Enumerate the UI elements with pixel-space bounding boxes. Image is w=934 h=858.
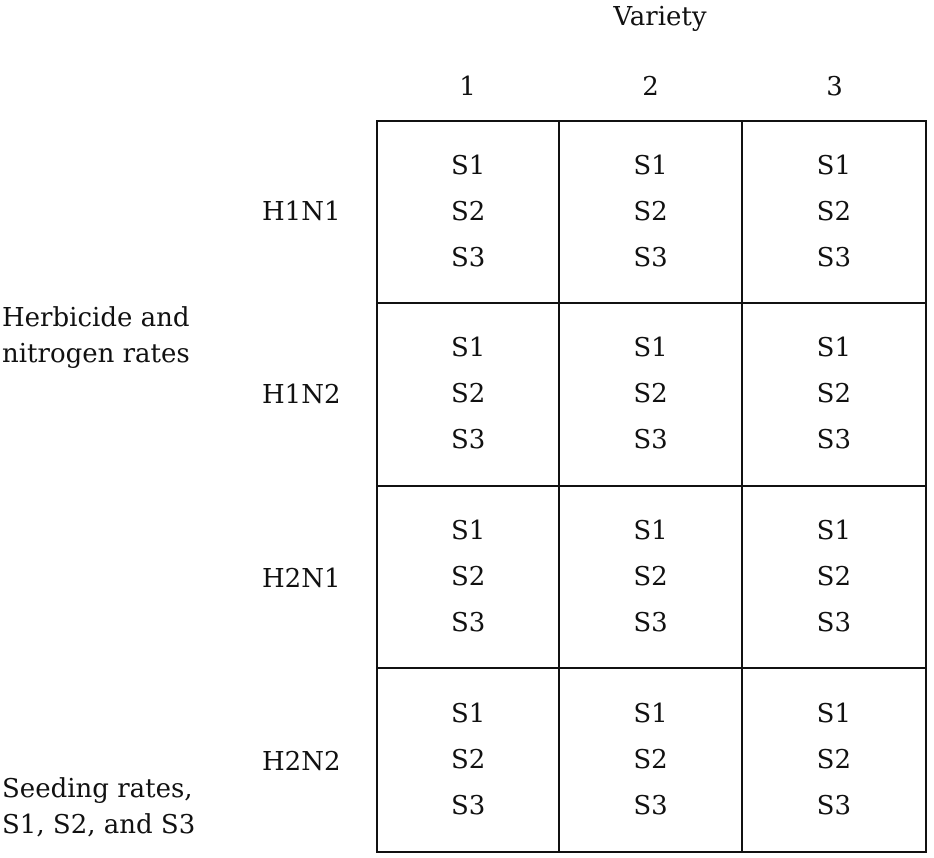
- seeding-rate-item: S1: [450, 333, 486, 364]
- grid-cell: [378, 669, 560, 851]
- seeding-rate-item: S3: [816, 790, 851, 821]
- grid-cell: [743, 304, 925, 486]
- seeding-rate-item: S2: [633, 379, 668, 410]
- design-grid: [376, 120, 927, 853]
- seeding-rate-item: S2: [816, 561, 851, 592]
- seeding-rate-item: S3: [450, 607, 486, 638]
- herbicide-nitrogen-label: [2, 300, 190, 372]
- seeding-rate-item: S3: [816, 607, 851, 638]
- variety-title: Variety: [613, 2, 707, 32]
- herbicide-label-line2: nitrogen rates: [2, 339, 190, 369]
- seeding-rate-item: S1: [816, 698, 851, 729]
- seeding-rate-item: S2: [633, 561, 668, 592]
- seeding-rate-item: S3: [450, 425, 486, 456]
- grid-cell: [378, 304, 560, 486]
- seeding-rate-item: S3: [450, 790, 486, 821]
- grid-cell: [560, 122, 742, 304]
- column-header-1: 1: [459, 72, 476, 102]
- seeding-rate-item: S1: [633, 333, 668, 364]
- grid-cell: [378, 122, 560, 304]
- grid-cell: [560, 304, 742, 486]
- seeding-label-line1: Seeding rates,: [2, 774, 193, 804]
- seeding-rate-item: S1: [633, 515, 668, 546]
- row-header-h1n2: H1N2: [262, 380, 341, 410]
- seeding-rate-item: S2: [450, 197, 486, 228]
- seeding-rate-item: S1: [816, 515, 851, 546]
- seeding-rate-item: S2: [816, 197, 851, 228]
- seeding-rate-item: S3: [633, 607, 668, 638]
- seeding-rate-item: S3: [633, 243, 668, 274]
- seeding-rate-item: S1: [633, 698, 668, 729]
- column-header-2: 2: [642, 72, 659, 102]
- herbicide-label-line1: Herbicide and: [2, 303, 190, 333]
- seeding-rate-item: S2: [816, 744, 851, 775]
- row-header-h2n2: H2N2: [262, 747, 341, 777]
- seeding-rates-label: [2, 771, 195, 843]
- seeding-rate-item: S2: [816, 379, 851, 410]
- seeding-rate-item: S2: [633, 744, 668, 775]
- column-header-3: 3: [826, 72, 843, 102]
- seeding-rate-item: S1: [816, 333, 851, 364]
- seeding-rate-item: S1: [450, 151, 486, 182]
- seeding-rate-item: S3: [816, 425, 851, 456]
- grid-cell: [743, 487, 925, 669]
- seeding-rate-item: S1: [450, 698, 486, 729]
- seeding-rate-item: S3: [816, 243, 851, 274]
- grid-cell: [560, 487, 742, 669]
- grid-cell: [743, 669, 925, 851]
- seeding-rate-item: S3: [633, 790, 668, 821]
- seeding-rate-item: S2: [633, 197, 668, 228]
- seeding-rate-item: S3: [633, 425, 668, 456]
- seeding-rate-item: S1: [450, 515, 486, 546]
- row-header-h1n1: H1N1: [262, 197, 341, 227]
- seeding-rate-item: S1: [633, 151, 668, 182]
- seeding-rate-item: S2: [450, 561, 486, 592]
- seeding-rate-item: S2: [450, 744, 486, 775]
- grid-cell: [560, 669, 742, 851]
- seeding-rate-item: S1: [816, 151, 851, 182]
- seeding-rate-item: S3: [450, 243, 486, 274]
- row-header-h2n1: H2N1: [262, 564, 341, 594]
- seeding-label-line2: S1, S2, and S3: [2, 810, 196, 840]
- seeding-rate-item: S2: [450, 379, 486, 410]
- grid-cell: [743, 122, 925, 304]
- grid-cell: [378, 487, 560, 669]
